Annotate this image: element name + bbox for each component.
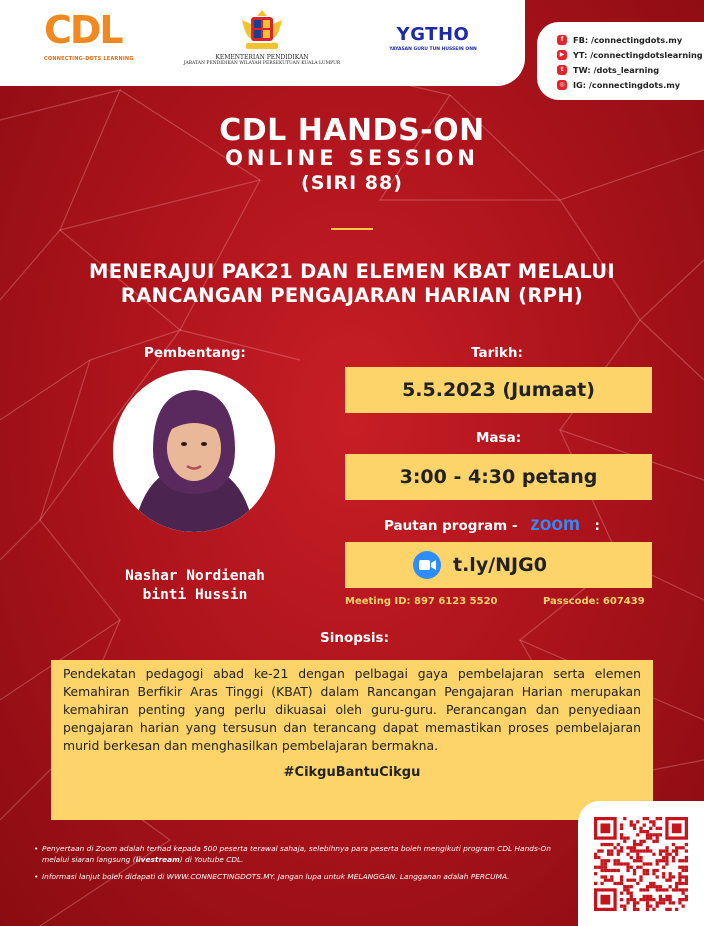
speaker-name-line-1: Nashar Nordienah bbox=[125, 568, 265, 584]
kpm-subtitle: JABATAN PENDIDIKAN WILAYAH PERSEKUTUAN KUALA LUMPUR bbox=[183, 61, 341, 66]
zoom-logo: zoom bbox=[530, 514, 580, 535]
twitter-icon: t bbox=[557, 65, 567, 75]
ygtho-logo-mark: YGTHO bbox=[396, 24, 470, 45]
zoom-camera-icon bbox=[413, 551, 441, 579]
program-link-label-row bbox=[384, 514, 600, 536]
youtube-icon: ▶ bbox=[557, 50, 567, 60]
meeting-id: Meeting ID: 897 6123 5520 bbox=[345, 596, 498, 607]
synopsis-label: Sinopsis: bbox=[320, 630, 389, 646]
instagram-icon: ◎ bbox=[557, 80, 567, 90]
social-link-text: YT: /connectingdotslearning bbox=[573, 49, 703, 60]
event-series: (SIRI 88) bbox=[301, 172, 403, 194]
social-links-panel bbox=[537, 22, 704, 100]
cdl-logo-tagline: CONNECTING-DOTS LEARNING bbox=[44, 56, 134, 62]
program-link-colon: : bbox=[594, 518, 600, 534]
synopsis-text: Pendekatan pedagogi abad ke-21 dengan pelbagai gaya pembelajaran serta elemen Kemahiran Berfikir Aras Tinggi (KBAT) dalam Rancangan Pengajaran Harian merupakan kemahiran penting yang perlu dikuasai oleh guru-guru. Perancangan dan penyediaan pengajaran harian yang tersusun dan terancang dapat memastikan proses pembelajaran murid berkesan dan menghasilkan pembelajaran bermakna. bbox=[63, 666, 641, 753]
kpm-title: KEMENTERIAN PENDIDIKAN bbox=[215, 54, 309, 61]
ygtho-logo bbox=[384, 24, 482, 52]
kpm-logo bbox=[182, 8, 342, 78]
social-link-facebook[interactable] bbox=[557, 32, 704, 47]
speaker-avatar-illustration bbox=[113, 370, 275, 532]
speaker-label: Pembentang: bbox=[144, 345, 246, 361]
social-link-twitter[interactable] bbox=[557, 62, 704, 77]
cdl-logo bbox=[44, 10, 144, 66]
passcode: Passcode: 607439 bbox=[543, 596, 645, 607]
malaysia-crest-icon bbox=[238, 8, 286, 52]
social-link-text: TW: /dots_learning bbox=[573, 64, 660, 75]
date-box: 5.5.2023 (Jumaat) bbox=[345, 367, 652, 413]
footnote-1-b: ) di Youtube CDL. bbox=[179, 855, 244, 864]
topic-line-2: RANCANGAN PENGAJARAN HARIAN (RPH) bbox=[120, 284, 584, 307]
footnote-more-info: • Informasi lanjut boleh didapati di WWW.CONNECTINGDOTS.MY. Jangan lupa untuk MELANGGAN. Langganan adalah PERCUMA. bbox=[34, 871, 554, 882]
program-link[interactable]: t.ly/NJG0 bbox=[453, 554, 547, 576]
topic-line-1: MENERAJUI PAK21 DAN ELEMEN KBAT MELALUI bbox=[89, 260, 615, 283]
social-link-instagram[interactable] bbox=[557, 77, 704, 92]
qr-code-icon[interactable] bbox=[594, 817, 688, 911]
synopsis-box bbox=[51, 660, 653, 820]
title-divider bbox=[331, 228, 373, 230]
date-label: Tarikh: bbox=[471, 345, 523, 361]
hashtag: #CikguBantuCikgu bbox=[283, 765, 421, 780]
footnote-1-livestream: livestream bbox=[135, 855, 180, 864]
social-link-text: IG: /connectingdots.my bbox=[573, 79, 681, 90]
time-box: 3:00 - 4:30 petang bbox=[345, 454, 652, 500]
speaker-name-line-2: binti Hussin bbox=[142, 587, 248, 603]
program-link-label: Pautan program - bbox=[384, 518, 518, 534]
footnote-1-a: Penyertaan di Zoom adalah terhad kepada 500 peserta terawal sahaja, selebihnya para peserta boleh mengikuti program CDL Hands-On melalui siaran langsung ( bbox=[42, 844, 551, 864]
event-title: CDL HANDS-ON bbox=[219, 113, 485, 148]
time-label: Masa: bbox=[476, 430, 522, 446]
event-subtitle: ONLINE SESSION bbox=[225, 146, 479, 170]
facebook-icon: f bbox=[557, 35, 567, 45]
footnote-zoom-limit bbox=[34, 843, 554, 865]
qr-code-panel bbox=[578, 801, 704, 926]
ygtho-tagline: YAYASAN GURU TUN HUSSEIN ONN bbox=[389, 47, 477, 52]
cdl-logo-mark: CDL bbox=[44, 8, 122, 52]
social-link-youtube[interactable] bbox=[557, 47, 704, 62]
social-link-text: FB: /connectingdots.my bbox=[573, 34, 683, 45]
speaker-photo bbox=[113, 370, 275, 532]
program-link-box[interactable] bbox=[345, 542, 652, 588]
footnotes bbox=[34, 843, 554, 888]
header-logo-panel bbox=[0, 0, 525, 86]
